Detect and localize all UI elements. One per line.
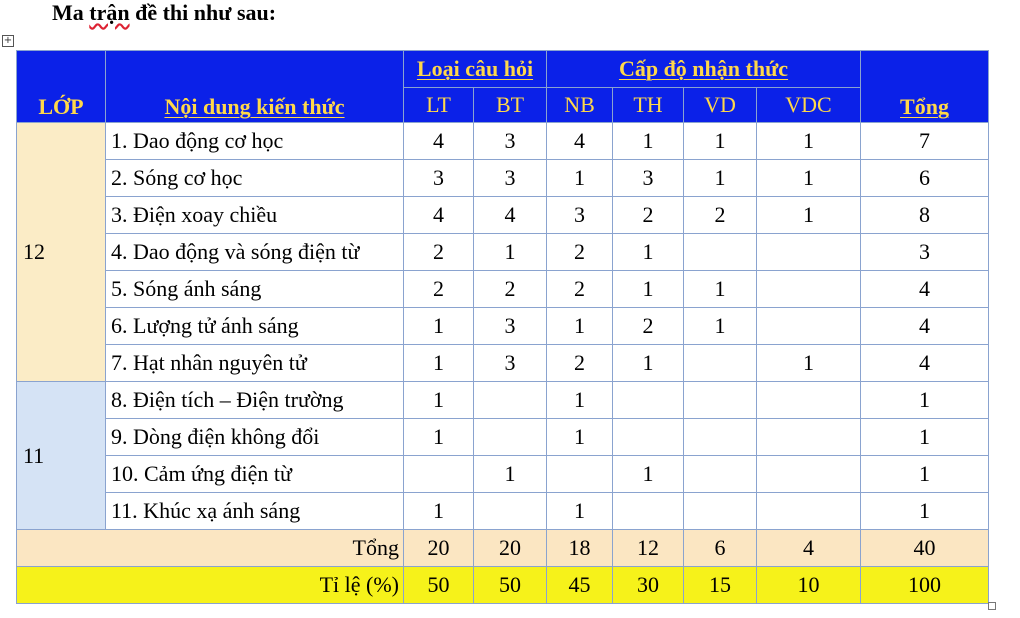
header-loai-cau-hoi <box>404 51 547 88</box>
topic-cell: 10. Cảm ứng điện từ <box>106 456 404 493</box>
ratio-vd: 15 <box>684 567 757 604</box>
topic-cell: 4. Dao động và sóng điện từ <box>106 234 404 271</box>
header-vdc: VDC <box>757 88 861 123</box>
nb-cell: 2 <box>547 345 613 382</box>
tong-cell: 6 <box>861 160 989 197</box>
table-row <box>17 419 989 456</box>
nb-cell: 3 <box>547 197 613 234</box>
lt-cell: 4 <box>404 123 474 160</box>
totals-th: 12 <box>613 530 684 567</box>
vdc-cell: 1 <box>757 160 861 197</box>
heading-suffix: đề thi như sau: <box>129 0 277 25</box>
table-row <box>17 493 989 530</box>
vdc-cell <box>757 493 861 530</box>
ratio-nb: 45 <box>547 567 613 604</box>
totals-lt: 20 <box>404 530 474 567</box>
topic-cell: 6. Lượng tử ánh sáng <box>106 308 404 345</box>
ratio-row <box>17 567 989 604</box>
header-tong-text: Tổng <box>900 94 949 119</box>
nb-cell: 1 <box>547 308 613 345</box>
bt-cell: 1 <box>474 456 547 493</box>
heading-spellcheck-word: trận <box>89 0 130 25</box>
nb-cell <box>547 456 613 493</box>
totals-label: Tổng <box>17 530 404 567</box>
vd-cell <box>684 345 757 382</box>
vdc-cell <box>757 234 861 271</box>
topic-cell: 8. Điện tích – Điện trường <box>106 382 404 419</box>
topic-cell: 11. Khúc xạ ánh sáng <box>106 493 404 530</box>
table-row <box>17 160 989 197</box>
bt-cell: 3 <box>474 308 547 345</box>
lt-cell: 1 <box>404 345 474 382</box>
document-heading <box>52 0 276 26</box>
header-vd: VD <box>684 88 757 123</box>
vd-cell: 1 <box>684 160 757 197</box>
header-th: TH <box>613 88 684 123</box>
topic-cell: 7. Hạt nhân nguyên tử <box>106 345 404 382</box>
nb-cell: 2 <box>547 271 613 308</box>
vdc-cell: 1 <box>757 123 861 160</box>
vd-cell: 1 <box>684 308 757 345</box>
vd-cell <box>684 382 757 419</box>
lt-cell: 2 <box>404 271 474 308</box>
vdc-cell <box>757 419 861 456</box>
header-tong <box>861 51 989 123</box>
tong-cell: 3 <box>861 234 989 271</box>
vd-cell: 2 <box>684 197 757 234</box>
header-bt: BT <box>474 88 547 123</box>
ratio-vdc: 10 <box>757 567 861 604</box>
tong-cell: 7 <box>861 123 989 160</box>
nb-cell: 4 <box>547 123 613 160</box>
header-nb: NB <box>547 88 613 123</box>
th-cell: 1 <box>613 345 684 382</box>
bt-cell <box>474 382 547 419</box>
th-cell: 1 <box>613 456 684 493</box>
th-cell <box>613 493 684 530</box>
table-move-handle-icon[interactable]: + <box>3 35 13 46</box>
tong-cell: 4 <box>861 308 989 345</box>
totals-row <box>17 530 989 567</box>
header-cap-do <box>547 51 861 88</box>
lt-cell: 4 <box>404 197 474 234</box>
vd-cell <box>684 234 757 271</box>
table-row <box>17 197 989 234</box>
lt-cell: 1 <box>404 382 474 419</box>
vd-cell <box>684 456 757 493</box>
vd-cell <box>684 419 757 456</box>
vd-cell: 1 <box>684 271 757 308</box>
table-row <box>17 456 989 493</box>
tong-cell: 1 <box>861 382 989 419</box>
topic-cell: 9. Dòng điện không đổi <box>106 419 404 456</box>
topic-cell: 2. Sóng cơ học <box>106 160 404 197</box>
th-cell: 1 <box>613 234 684 271</box>
header-cap-do-text: Cấp độ nhận thức <box>618 56 789 81</box>
bt-cell: 3 <box>474 123 547 160</box>
ratio-label: Tỉ lệ (%) <box>17 567 404 604</box>
ratio-bt: 50 <box>474 567 547 604</box>
nb-cell: 2 <box>547 234 613 271</box>
table-row <box>17 308 989 345</box>
vdc-cell <box>757 271 861 308</box>
tong-cell: 4 <box>861 345 989 382</box>
header-noi-dung-text: Nội dung kiến thức <box>164 94 345 119</box>
table-row <box>17 345 989 382</box>
lt-cell: 3 <box>404 160 474 197</box>
lop-11-cell: 11 <box>17 382 106 530</box>
vd-cell: 1 <box>684 123 757 160</box>
nb-cell: 1 <box>547 419 613 456</box>
tong-cell: 4 <box>861 271 989 308</box>
table-row <box>17 382 989 419</box>
lt-cell: 2 <box>404 234 474 271</box>
topic-cell: 5. Sóng ánh sáng <box>106 271 404 308</box>
totals-bt: 20 <box>474 530 547 567</box>
vd-cell <box>684 493 757 530</box>
vdc-cell <box>757 382 861 419</box>
table-row <box>17 234 989 271</box>
th-cell <box>613 382 684 419</box>
th-cell: 1 <box>613 123 684 160</box>
vdc-cell <box>757 308 861 345</box>
totals-nb: 18 <box>547 530 613 567</box>
lop-12-cell: 12 <box>17 123 106 382</box>
tong-cell: 1 <box>861 419 989 456</box>
ratio-tong: 100 <box>861 567 989 604</box>
table-resize-handle[interactable] <box>988 602 996 610</box>
th-cell: 2 <box>613 308 684 345</box>
th-cell: 1 <box>613 271 684 308</box>
bt-cell: 2 <box>474 271 547 308</box>
header-noi-dung <box>106 51 404 123</box>
nb-cell: 1 <box>547 493 613 530</box>
header-lop: LỚP <box>17 51 106 123</box>
vdc-cell <box>757 456 861 493</box>
bt-cell: 4 <box>474 197 547 234</box>
totals-vd: 6 <box>684 530 757 567</box>
bt-cell: 3 <box>474 160 547 197</box>
lt-cell <box>404 456 474 493</box>
tong-cell: 1 <box>861 493 989 530</box>
lt-cell: 1 <box>404 419 474 456</box>
th-cell: 2 <box>613 197 684 234</box>
lt-cell: 1 <box>404 493 474 530</box>
totals-vdc: 4 <box>757 530 861 567</box>
tong-cell: 8 <box>861 197 989 234</box>
ratio-th: 30 <box>613 567 684 604</box>
th-cell: 3 <box>613 160 684 197</box>
ratio-lt: 50 <box>404 567 474 604</box>
tong-cell: 1 <box>861 456 989 493</box>
heading-prefix: Ma <box>52 0 90 25</box>
bt-cell <box>474 493 547 530</box>
table-row <box>17 123 989 160</box>
totals-tong: 40 <box>861 530 989 567</box>
header-loai-cau-hoi-text: Loại câu hỏi <box>416 56 534 81</box>
lt-cell: 1 <box>404 308 474 345</box>
bt-cell: 3 <box>474 345 547 382</box>
header-lt: LT <box>404 88 474 123</box>
topic-cell: 1. Dao động cơ học <box>106 123 404 160</box>
vdc-cell: 1 <box>757 197 861 234</box>
nb-cell: 1 <box>547 160 613 197</box>
topic-cell: 3. Điện xoay chiều <box>106 197 404 234</box>
vdc-cell: 1 <box>757 345 861 382</box>
table-row <box>17 271 989 308</box>
bt-cell <box>474 419 547 456</box>
nb-cell: 1 <box>547 382 613 419</box>
bt-cell: 1 <box>474 234 547 271</box>
exam-matrix-table <box>16 50 989 604</box>
th-cell <box>613 419 684 456</box>
